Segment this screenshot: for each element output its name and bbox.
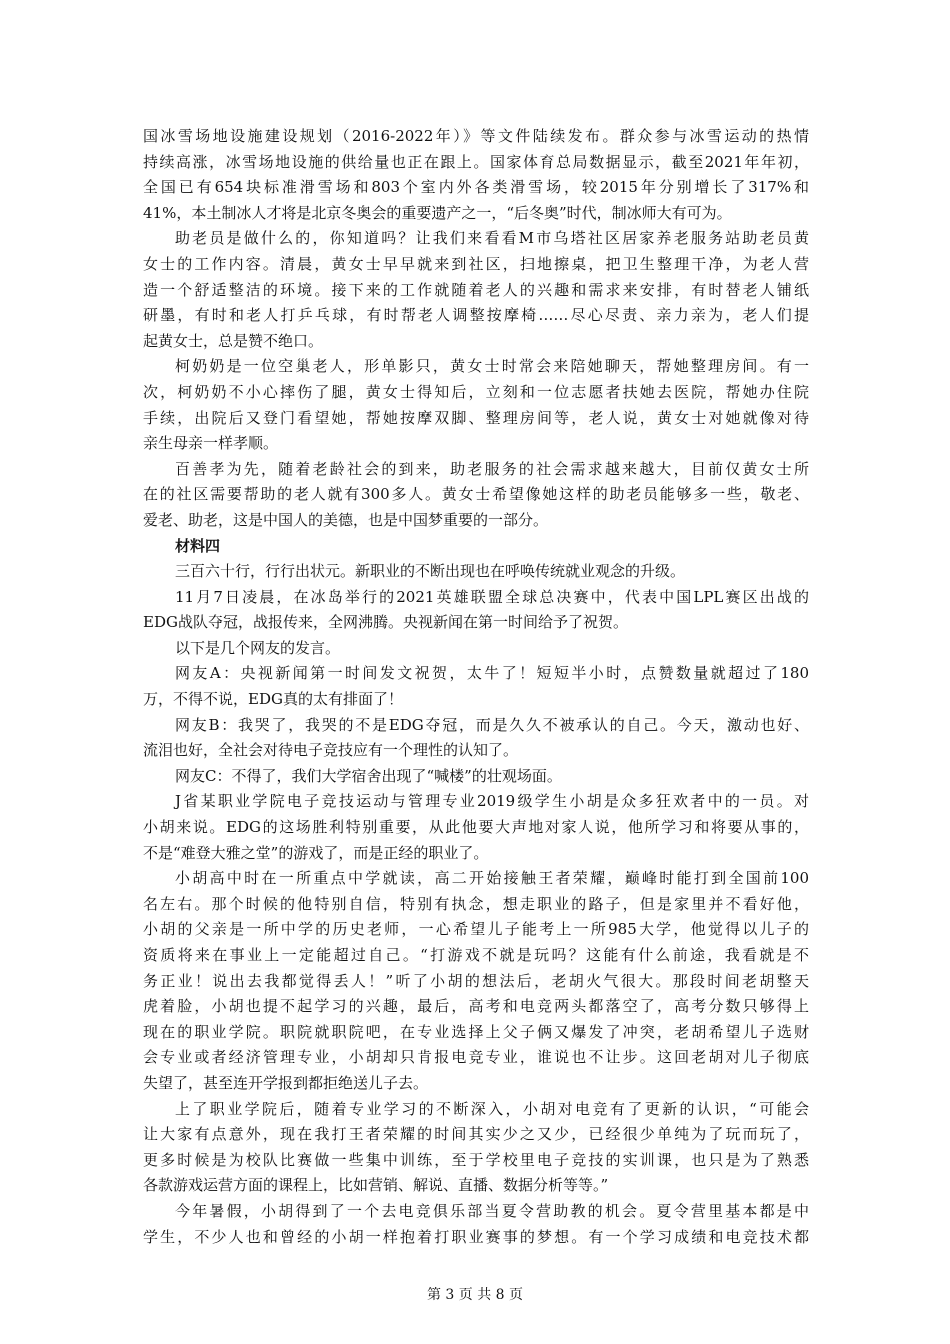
text-line: 女士的工作内容。清晨，黄女士早早就来到社区，扫地擦桌，把卫生整理干净，为老人营 bbox=[143, 254, 809, 273]
section-heading: 材料四 bbox=[175, 536, 221, 555]
text-line: 务正业！说出去我都觉得丢人！”听了小胡的想法后，老胡火气很大。那段时间老胡整天 bbox=[143, 971, 809, 990]
text-line: 全国已有654块标准滑雪场和803个室内外各类滑雪场，较2015年分别增长了317%和 bbox=[143, 178, 809, 197]
text-line: 三百六十行，行行出状元。新职业的不断出现也在呼唤传统就业观念的升级。 bbox=[175, 562, 686, 581]
text-line: 助老员是做什么的，你知道吗？让我们来看看M市乌塔社区居家养老服务站助老员黄 bbox=[175, 229, 809, 248]
text-line: 爱老、助老，这是中国人的美德，也是中国梦重要的一部分。 bbox=[143, 510, 549, 529]
text-line: 网友C：不得了，我们大学宿舍出现了“喊楼”的壮观场面。 bbox=[175, 766, 562, 785]
text-line: 小胡来说。EDG的这场胜利特别重要，从此他要大声地对家人说，他所学习和将要从事的， bbox=[143, 818, 809, 837]
text-line: 持续高涨，冰雪场地设施的供给量也正在跟上。国家体育总局数据显示，截至2021年年初， bbox=[143, 152, 809, 171]
text-line: 研墨，有时和老人打乒乓球，有时帮老人调整按摩椅……尽心尽责、亲力亲为，老人们提 bbox=[143, 306, 809, 325]
page-number-footer: 第 3 页 共 8 页 bbox=[426, 1287, 524, 1303]
text-line: 以下是几个网友的发言。 bbox=[175, 638, 341, 657]
text-line: 现在的职业学院。职院就职院吧，在专业选择上父子俩又爆发了冲突，老胡希望儿子选财 bbox=[143, 1022, 809, 1041]
text-line: 会专业或者经济管理专业，小胡却只肯报电竞专业，谁说也不让步。这回老胡对儿子彻底 bbox=[143, 1048, 809, 1067]
text-line: 11月7日凌晨，在冰岛举行的2021英雄联盟全球总决赛中，代表中国LPL赛区出战的 bbox=[175, 587, 809, 606]
text-line: 国冰雪场地设施建设规划（2016-2022年）》等文件陆续发布。群众参与冰雪运动的热情 bbox=[143, 127, 809, 145]
text-line: 今年暑假，小胡得到了一个去电竞俱乐部当夏令营助教的机会。夏令营里基本都是中 bbox=[175, 1201, 809, 1220]
text-line: 流泪也好，全社会对待电子竞技应有一个理性的认知了。 bbox=[143, 741, 519, 760]
body-text bbox=[143, 124, 809, 1250]
text-line: 造一个舒适整洁的环境。接下来的工作就随着老人的兴趣和需求来安排，有时替老人铺纸 bbox=[143, 280, 809, 299]
text-line: 各款游戏运营方面的课程上，比如营销、解说、直播、数据分析等等。” bbox=[143, 1176, 609, 1195]
text-line: 小胡高中时在一所重点中学就读，高二开始接触王者荣耀，巅峰时能打到全国前100 bbox=[175, 869, 809, 888]
text-line: 次，柯奶奶不小心摔伤了腿，黄女士得知后，立刻和一位志愿者扶她去医院，帮她办住院 bbox=[143, 382, 809, 401]
text-line: 41%，本土制冰人才将是北京冬奥会的重要遗产之一，“后冬奥”时代，制冰师大有可为。 bbox=[143, 203, 732, 222]
text-line: 百善孝为先，随着老龄社会的到来，助老服务的社会需求越来越大，目前仅黄女士所 bbox=[175, 459, 809, 478]
text-line: 更多时候是为校队比赛做一些集中训练，至于学校里电子竞技的实训课，也只是为了熟悉 bbox=[143, 1150, 809, 1169]
text-line: 上了职业学院后，随着专业学习的不断深入，小胡对电竞有了更新的认识，“可能会 bbox=[175, 1099, 809, 1118]
text-line: 网友B：我哭了，我哭的不是EDG夺冠，而是久久不被承认的自己。今天，激动也好、 bbox=[175, 715, 809, 734]
text-line: 学生，不少人也和曾经的小胡一样抱着打职业赛事的梦想。有一个学习成绩和电竞技术都 bbox=[143, 1227, 809, 1246]
text-line: 万，不得不说，EDG真的太有排面了！ bbox=[143, 690, 403, 709]
text-line: 让大家有点意外，现在我打王者荣耀的时间其实少之又少，已经很少单纯为了玩而玩了， bbox=[143, 1125, 809, 1144]
text-line: 不是“难登大雅之堂”的游戏了，而是正经的职业了。 bbox=[143, 843, 489, 862]
text-line: 失望了，甚至连开学报到都拒绝送儿子去。 bbox=[143, 1073, 429, 1092]
text-line: 在的社区需要帮助的老人就有300多人。黄女士希望像她这样的助老员能够多一些，敬老、 bbox=[143, 485, 809, 504]
text-line: 名左右。那个时候的他特别自信，特别有执念，想走职业的路子，但是家里并不看好他， bbox=[143, 894, 809, 913]
text-line: 柯奶奶是一位空巢老人，形单影只，黄女士时常会来陪她聊天，帮她整理房间。有一 bbox=[175, 357, 809, 376]
text-line: J省某职业学院电子竞技运动与管理专业2019级学生小胡是众多狂欢者中的一员。对 bbox=[175, 792, 809, 811]
text-line: 起黄女士，总是赞不绝口。 bbox=[143, 331, 324, 350]
text-line: EDG战队夺冠，战报传来，全网沸腾。央视新闻在第一时间给予了祝贺。 bbox=[143, 613, 628, 632]
text-line: 资质将来在事业上一定能超过自己。“打游戏不就是玩吗？这能有什么前途，我看就是不 bbox=[143, 946, 809, 964]
text-line: 网友A：央视新闻第一时间发文祝贺，太牛了！短短半小时，点赞数量就超过了180 bbox=[175, 664, 809, 683]
text-line: 虎着脸，小胡也提不起学习的兴趣，最后，高考和电竞两头都落空了，高考分数只够得上 bbox=[143, 997, 809, 1016]
text-line: 手续，出院后又登门看望她，帮她按摩双脚、整理房间等，老人说，黄女士对她就像对待 bbox=[143, 408, 809, 427]
text-line: 亲生母亲一样孝顺。 bbox=[143, 434, 279, 453]
text-line: 小胡的父亲是一所中学的历史老师，一心希望儿子能考上一所985大学，他觉得以儿子的 bbox=[143, 920, 809, 939]
